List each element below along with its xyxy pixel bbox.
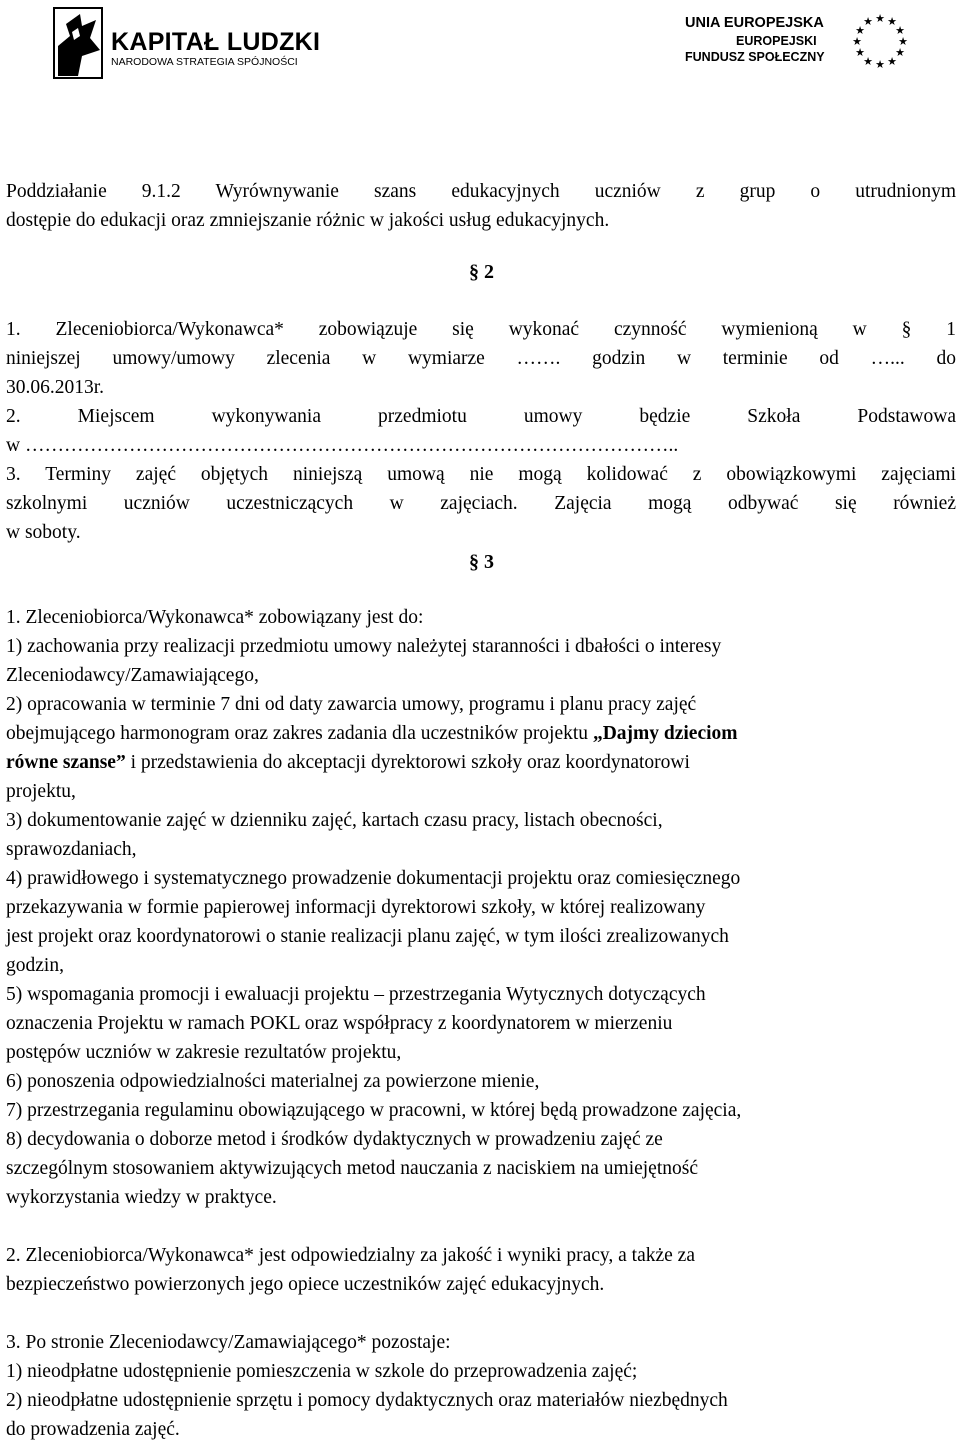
svg-text:★: ★ <box>887 15 897 28</box>
s3-line: godzin, <box>6 955 64 976</box>
s3-p2-line-2: bezpieczeństwo powierzonych jego opiece uczestników zajęć edukacyjnych. <box>6 1274 605 1295</box>
s3-p3-line: 2) nieodpłatne udostępnienie sprzętu i pomocy dydaktycznych oraz materiałów niezbędnych <box>6 1390 728 1411</box>
s2-p1-line-3: 30.06.2013r. <box>6 377 105 398</box>
kapital-ludzki-subtitle: NARODOWA STRATEGIA SPÓJNOŚCI <box>111 56 298 68</box>
intro-line-2: dostępie do edukacji oraz zmniejszanie różnic w jakości usług edukacyjnych. <box>6 210 610 231</box>
s3-line: 1. Zleceniobiorca/Wykonawca* zobowiązany jest do: <box>6 607 424 628</box>
eu-logo-line2: EUROPEJSKI <box>736 34 817 48</box>
s3-p3-line: 3. Po stronie Zleceniodawcy/Zamawiającego* pozostaje: <box>6 1332 451 1353</box>
kapital-ludzki-mark-icon <box>52 6 104 80</box>
section-2-heading: § 2 <box>469 261 494 283</box>
eu-logo <box>682 12 912 71</box>
s3-line-project-name-cont <box>6 753 690 773</box>
s3-line: przekazywania w formie papierowej informacji dyrektorowi szkoły, w której realizowany <box>6 897 706 918</box>
svg-text:★: ★ <box>852 35 862 48</box>
eu-stars-flag-icon <box>845 10 915 72</box>
intro-line-1: Poddziałanie 9.1.2 Wyrównywanie szans edukacyjnych uczniów z grup o utrudnionym <box>6 181 956 202</box>
svg-text:★: ★ <box>863 15 873 28</box>
svg-text:★: ★ <box>863 55 873 68</box>
s3-line: sprawozdaniach, <box>6 839 137 860</box>
eu-logo-line1: UNIA EUROPEJSKA <box>685 15 824 31</box>
svg-text:★: ★ <box>887 55 897 68</box>
svg-text:★: ★ <box>875 12 885 25</box>
project-name-part-1: „Dajmy dzieciom <box>592 723 738 744</box>
svg-text:★: ★ <box>875 58 885 71</box>
svg-text:★: ★ <box>898 35 908 48</box>
s3-p2-line-1: 2. Zleceniobiorca/Wykonawca* jest odpowiedzialny za jakość i wyniki pracy, a także za <box>6 1245 695 1266</box>
s2-p3-line-2: szkolnymi uczniów uczestniczących w zajęciach. Zajęcia mogą odbywać się również <box>6 493 956 514</box>
s3-line: 2) opracowania w terminie 7 dni od daty zawarcia umowy, programu i planu pracy zajęć <box>6 694 697 715</box>
s2-p2-line-1: 2. Miejscem wykonywania przedmiotu umowy będzie Szkoła Podstawowa <box>6 406 956 427</box>
section-3-heading: § 3 <box>469 551 494 573</box>
kapital-ludzki-logo <box>52 6 352 80</box>
s3-line: postępów uczniów w zakresie rezultatów projektu, <box>6 1042 402 1063</box>
s3-line-text: obejmującego harmonogram oraz zakres zadania dla uczestników projektu <box>6 723 593 744</box>
s3-line: projektu, <box>6 781 76 802</box>
s3-line: 4) prawidłowego i systematycznego prowadzenie dokumentacji projektu oraz comiesięcznego <box>6 868 741 889</box>
project-name-part-2: równe szanse” <box>6 752 126 773</box>
s3-line: jest projekt oraz koordynatorowi o stanie realizacji planu zajęć, w tym ilości zrealizowanych <box>6 926 729 947</box>
svg-text:★: ★ <box>895 24 905 37</box>
svg-text:★: ★ <box>855 24 865 37</box>
s3-line: 8) decydowania o doborze metod i środków dydaktycznych w prowadzeniu zajęć ze <box>6 1129 663 1150</box>
svg-text:★: ★ <box>895 46 905 59</box>
s2-p3-line-3: w soboty. <box>6 522 81 543</box>
s3-line: 7) przestrzegania regulaminu obowiązującego w pracowni, w której będą prowadzone zajęcia, <box>6 1100 742 1121</box>
s3-line: szczególnym stosowaniem aktywizujących metod nauczania z naciskiem na umiejętność <box>6 1158 699 1179</box>
eu-logo-line3: FUNDUSZ SPOŁECZNY <box>685 50 825 64</box>
s2-p2-line-2: w ……………………………………………………………………………………….. <box>6 435 679 456</box>
s3-line-project-name <box>6 724 738 744</box>
page-header <box>0 0 960 85</box>
s3-line: wykorzystania wiedzy w praktyce. <box>6 1187 277 1208</box>
s3-line: 6) ponoszenia odpowiedzialności materialnej za powierzone mienie, <box>6 1071 540 1092</box>
s3-line: oznaczenia Projektu w ramach POKL oraz współpracy z koordynatorem w mierzeniu <box>6 1013 673 1034</box>
s3-p3-line: 1) nieodpłatne udostępnienie pomieszczenia w szkole do przeprowadzenia zajęć; <box>6 1361 638 1382</box>
s3-line: 5) wspomagania promocji i ewaluacji projektu – przestrzegania Wytycznych dotyczących <box>6 984 706 1005</box>
s3-line-text: i przedstawienia do akceptacji dyrektorowi szkoły oraz koordynatorowi <box>125 752 690 773</box>
s3-line: 1) zachowania przy realizacji przedmiotu umowy należytej staranności i dbałości o interesy <box>6 636 722 657</box>
s2-p1-line-1: 1. Zleceniobiorca/Wykonawca* zobowiązuje się wykonać czynność wymienioną w § 1 <box>6 319 956 340</box>
svg-text:★: ★ <box>855 46 865 59</box>
s2-p1-line-2: niniejszej umowy/umowy zlecenia w wymiarze ……. godzin w terminie od …... do <box>6 348 956 369</box>
s3-p3-line: do prowadzenia zajęć. <box>6 1419 180 1440</box>
s3-line: Zleceniodawcy/Zamawiającego, <box>6 665 259 686</box>
s3-line: 3) dokumentowanie zajęć w dzienniku zajęć, kartach czasu pracy, listach obecności, <box>6 810 663 831</box>
kapital-ludzki-title: KAPITAŁ LUDZKI <box>111 28 321 56</box>
s2-p3-line-1: 3. Terminy zajęć objętych niniejszą umową nie mogą kolidować z obowiązkowymi zajęciami <box>6 464 956 485</box>
